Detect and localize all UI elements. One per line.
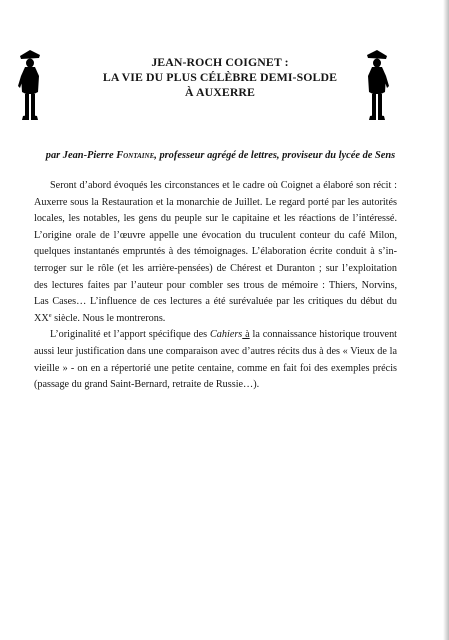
article-body — [34, 178, 397, 394]
text-line: quelques instantanés empruntés à des témoignages. L’élaboration écrite conduit à s’in- — [34, 246, 397, 258]
text-line: des lectures faites par l’auteur pour combler ses trous de mémoire : Thiers, Norvins, — [34, 279, 397, 291]
napoleon-silhouette-left-icon — [17, 48, 43, 122]
title-line: JEAN-ROCH COIGNET : — [151, 55, 289, 69]
title-line: LA VIE DU PLUS CÉLÈBRE DEMI-SOLDE — [102, 70, 338, 84]
text-fragment: siècle. Nous le montrerons. — [51, 312, 166, 324]
text-line: terroger sur le rôle (et les arrière-pensées) de Chérest et Duranton ; sur l’exploitation — [34, 262, 397, 274]
text-fragment: la connaissance historique trouvent — [249, 329, 397, 341]
text-line — [34, 327, 397, 344]
author-surname: Fontaine — [116, 150, 155, 161]
text-line: vieille » - on en a répertorié une petite centaine, comme en fait foi des exemples précis — [34, 362, 397, 374]
article-title — [50, 55, 390, 100]
text-fragment: L’originalité et l’apport spécifique des — [50, 329, 210, 341]
century-numeral: XX — [34, 312, 49, 324]
text-line: L’origine orale de l’œuvre appelle une évocation du truculent conteur du café Milon, — [34, 229, 397, 241]
text-line: (passage du grand Saint-Bernard, retraite de Russie…). — [34, 379, 260, 391]
text-line: Las Cases… L’influence de ces lectures a été surévaluée par les critiques du début du — [34, 296, 397, 308]
title-line: À AUXERRE — [184, 85, 256, 99]
cahiers-title: Cahiers — [210, 329, 243, 341]
author-byline — [23, 149, 418, 163]
byline-prefix: par Jean-Pierre — [45, 150, 117, 161]
text-line: locales, les notables, les gens du peuple sur le capitaine et les réactions de l’intéressé. — [34, 213, 397, 225]
text-line — [34, 311, 397, 328]
text-line: Seront d’abord évoqués les circonstances et le cadre où Coignet a élaboré son récit : — [50, 180, 397, 191]
text-line: aussi leur justification dans une comparaison avec d’autres récits dus à des « Vieux de la — [34, 345, 397, 357]
century-superscript: e — [48, 311, 52, 319]
text-line: Auxerre sous la Restauration et la monarchie de Juillet. Le regard porté par les autorités — [34, 196, 397, 208]
handwritten-underline-mark: à — [242, 329, 250, 341]
byline-suffix: , professeur agrégé de lettres, proviseur du lycée de Sens — [154, 150, 396, 161]
page-edge-shadow — [443, 0, 449, 640]
